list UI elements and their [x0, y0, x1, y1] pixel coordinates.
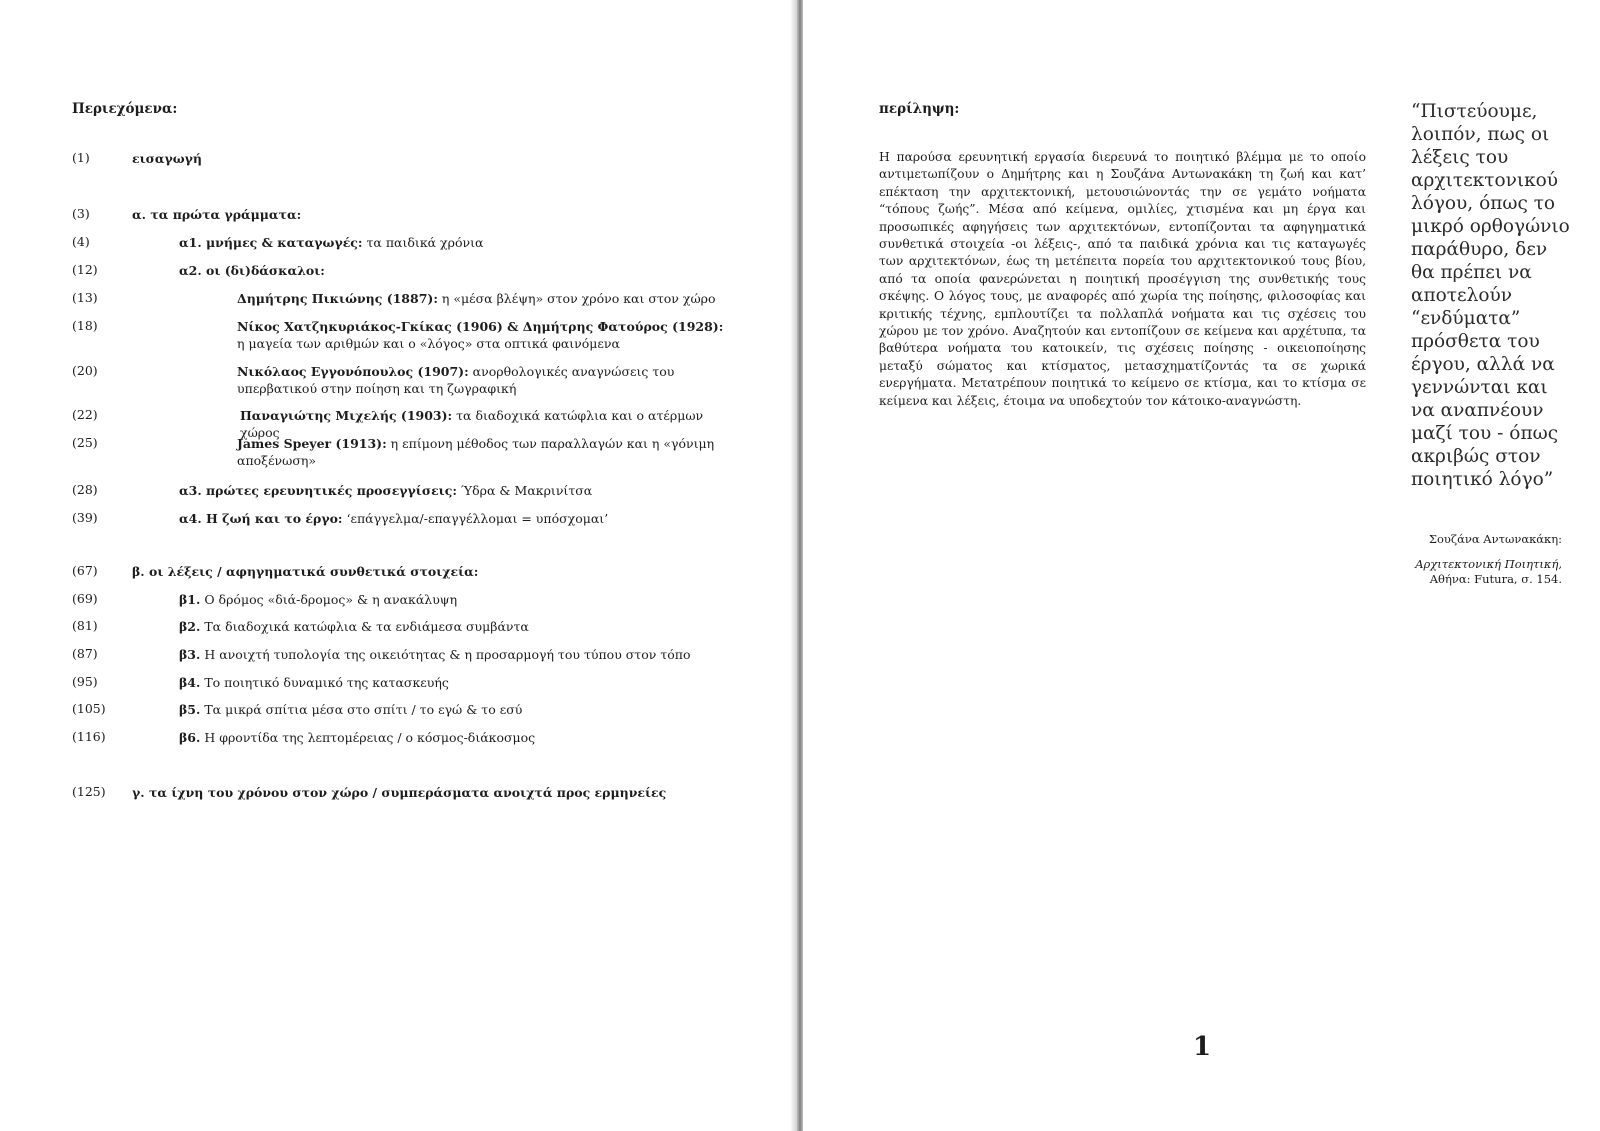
quote-publisher: Αθήνα: Futura, σ. 154. [1429, 572, 1562, 586]
toc-page-ref: (69) [72, 591, 98, 606]
toc-page-ref: (87) [72, 646, 98, 661]
toc-page-ref: (116) [72, 729, 106, 744]
toc-page-ref: (28) [72, 482, 98, 497]
toc-label: β4. Το ποιητικό δυναμικό της κατασκευής [179, 675, 449, 690]
abstract-title: περίληψη: [879, 101, 960, 117]
toc-page-ref: (18) [72, 318, 98, 333]
toc-label: α3. πρώτες ερευνητικές προσεγγίσεις: Ύδρα & Μακρινίτσα [179, 483, 593, 498]
toc-label: James Speyer (1913): η επίμονη μέθοδος των παραλλαγών και η «γόνιμη αποξένωση» [237, 436, 715, 468]
right-page [803, 0, 1600, 1131]
toc-label: Νίκος Χατζηκυριάκος-Γκίκας (1906) & Δημήτρης Φατούρος (1928): η μαγεία των αριθμών και ο «λόγος» στα οπτικά φαινόμενα [237, 319, 724, 351]
quote-author: Σουζάνα Αντωνακάκη: [1428, 532, 1562, 546]
toc-page-ref: (22) [72, 407, 98, 422]
toc-page-ref: (4) [72, 234, 90, 249]
toc-page-ref: (25) [72, 435, 98, 450]
quote-book-title: Αρχιτεκτονική Ποιητική, [1415, 557, 1562, 571]
toc-page-ref: (12) [72, 262, 98, 277]
toc-page-ref: (13) [72, 290, 98, 305]
toc-label: α1. μνήμες & καταγωγές: τα παιδικά χρόνια [179, 235, 484, 250]
toc-page-ref: (125) [72, 784, 106, 799]
toc-label: β. οι λέξεις / αφηγηματικά συνθετικά στοιχεία: [132, 564, 479, 579]
toc-label: β2. Τα διαδοχικά κατώφλια & τα ενδιάμεσα συμβάντα [179, 619, 529, 634]
toc-label: α4. Η ζωή και το έργο: ‘επάγγελμα/-επαγγέλλομαι = υπόσχομαι’ [179, 511, 609, 526]
epigraph-quote: “Πιστεύουμε, λοιπόν, πως οι λέξεις του αρχιτεκτονικού λόγου, όπως το μικρό ορθογώνιο παράθυρο, δεν θα πρέπει να αποτελούν “ενδύματα” πρόσθετα του έργου, αλλά να γεννώνται και να αναπνέουν μαζί του - όπως ακριβώς στον ποιητικό λόγο” [1411, 101, 1570, 490]
toc-page-ref: (1) [72, 150, 90, 165]
toc-label: β6. Η φροντίδα της λεπτομέρειας / ο κόσμος-διάκοσμος [179, 730, 536, 745]
toc-page-ref: (81) [72, 618, 98, 633]
abstract-text: Η παρούσα ερευνητική εργασία διερευνά το ποιητικό βλέμμα με το οποίο αντιμετωπίζουν ο Δημήτρης και η Σουζάνα Αντωνακάκη τη ζωή και κατ’ επέκταση την αρχιτεκτονική, μετουσιώνοντάς την σε γεμάτο νοήματα “τόπους ζωής”. Μέσα από κείμενα, ομιλίες, χτισμένα και μη έργα και προσωπικές αφηγήσεις των αρχιτεκτόνων, εντοπίζονται τα αφηγηματικά συνθετικά στοιχεία -οι λέξεις-, από τα παιδικά χρόνια και τις καταγωγές των αρχιτεκτόνων, έως τη μετέπειτα πορεία του αρχιτεκτονικού τους βίου, από τα οποία φανερώνεται η ποιητική προσέγγιση της συνθετικής τους σκέψης. Ο λόγος τους, με αναφορές από χωρία της ποίησης, φιλοσοφίας και κριτικής τέχνης, εμπλουτίζει τα πολλαπλά νοήματα και τις σχέσεις του χώρου με τον χρόνο. Αναζητούν και εντοπίζουν σε κείμενα και αρχέτυπα, τα βαθύτερα νοήματα του κατοικείν, τις σχέσεις ποίησης - οικειοποίησης μεταξύ σώματος και κτίσματος, μετασχηματίζοντάς τα σε χωρικά ενεργήματα. Μετατρέπουν ποιητικά το κείμενο σε κτίσμα, και το κτίσμα σε κείμενα και λέξεις, έτοιμα να υποδεχτούν τον κάτοικο-αναγνώστη. [879, 150, 1366, 408]
page-number: 1 [1193, 1032, 1212, 1062]
toc-label: β3. Η ανοιχτή τυπολογία της οικειότητας & η προσαρμογή του τύπου στον τόπο [179, 647, 691, 662]
toc-label: α2. οι (δι)δάσκαλοι: [179, 263, 325, 278]
toc-label: εισαγωγή [132, 151, 202, 166]
toc-page-ref: (3) [72, 206, 90, 221]
toc-page-ref: (39) [72, 510, 98, 525]
toc-page-ref: (20) [72, 363, 98, 378]
toc-page-ref: (67) [72, 563, 98, 578]
toc-page-ref: (95) [72, 674, 98, 689]
toc-label: Παναγιώτης Μιχελής (1903): τα διαδοχικά κατώφλια και ο ατέρμων χώρος [240, 408, 704, 440]
toc-page-ref: (105) [72, 701, 106, 716]
toc-label: Νικόλαος Εγγονόπουλος (1907): ανορθολογικές αναγνώσεις του υπερβατικού στην ποίηση και τη ζωγραφική [237, 364, 675, 396]
toc-title: Περιεχόμενα: [72, 101, 178, 117]
toc-label: α. τα πρώτα γράμματα: [132, 207, 302, 222]
toc-label: γ. τα ίχνη του χρόνου στον χώρο / συμπεράσματα ανοιχτά προς ερμηνείες [132, 785, 667, 800]
toc-label: β5. Τα μικρά σπίτια μέσα στο σπίτι / το εγώ & το εσύ [179, 702, 523, 717]
toc-label: Δημήτρης Πικιώνης (1887): η «μέσα βλέψη» στον χρόνο και στον χώρο [237, 291, 716, 306]
toc-label: β1. Ο δρόμος «διά-δρομος» & η ανακάλυψη [179, 592, 458, 607]
left-page [0, 0, 797, 1131]
